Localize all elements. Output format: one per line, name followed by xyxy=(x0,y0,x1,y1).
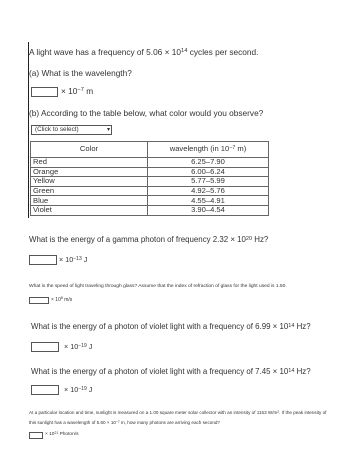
violet1-unit-prefix: × 10 xyxy=(64,342,79,351)
gamma-unit-exponent: −13 xyxy=(73,255,82,262)
wavelength-unit xyxy=(61,86,93,96)
table-header-row xyxy=(31,142,269,158)
wavelength-cell: 5.77–5.99 xyxy=(148,177,269,187)
sunlight-question-part2: . If the peak intensity of this sunlight has a wavelength of 5.60 × 10 xyxy=(29,410,327,425)
violet2-question-exponent: 14 xyxy=(288,367,295,374)
photon-rate-unit xyxy=(45,432,79,437)
violet1-unit-exponent: −19 xyxy=(78,342,87,349)
intro-text xyxy=(29,47,258,57)
violet1-question-exponent: 14 xyxy=(288,322,295,329)
wavelength-cell: 6.25–7.90 xyxy=(148,158,269,168)
intro-exponent: 14 xyxy=(180,48,188,55)
color-cell: Red xyxy=(31,158,148,168)
table-row xyxy=(31,167,269,177)
color-cell: Violet xyxy=(31,205,148,215)
wavelength-cell: 4.55–4.91 xyxy=(148,196,269,206)
chevron-down-icon: ▾ xyxy=(106,127,110,133)
gamma-question xyxy=(29,235,268,244)
photon-rate-input[interactable] xyxy=(29,432,43,439)
glass-question: What is the speed of light traveling through glass? Assume that the index of refraction of glass for the light used is 1.50. xyxy=(29,284,287,289)
wavelength-cell: 3.90–4.54 xyxy=(148,205,269,215)
wavelength-column-header xyxy=(148,142,269,158)
violet1-question-main: What is the energy of a photon of violet light with a frequency of 6.99 × 10 xyxy=(31,322,289,331)
intro-text-suffix: cycles per second. xyxy=(187,47,259,57)
color-column-header: Color xyxy=(31,142,148,158)
violet-energy-unit-1 xyxy=(64,342,92,351)
color-cell: Orange xyxy=(31,167,148,177)
violet2-unit-suffix: J xyxy=(86,385,93,394)
table-row xyxy=(31,205,269,215)
violet-energy-input-2[interactable] xyxy=(31,385,59,395)
gamma-unit-prefix: × 10 xyxy=(59,255,74,264)
color-cell: Blue xyxy=(31,196,148,206)
glass-unit-exponent: 8 xyxy=(60,296,63,301)
gamma-energy-unit xyxy=(59,255,87,264)
wavelength-unit-prefix: × 10 xyxy=(61,86,78,96)
photon-unit-prefix: × 10 xyxy=(45,432,55,437)
part-a-label: (a) What is the wavelength? xyxy=(29,68,132,78)
wavelength-cell: 6.00–6.24 xyxy=(148,167,269,177)
gamma-unit-suffix: J xyxy=(81,255,88,264)
sunlight-question-exponent2: −7 xyxy=(115,419,120,424)
wavelength-header-suffix: m) xyxy=(235,143,247,153)
sunlight-question-part3: m, how many photons are arriving each second? xyxy=(119,420,220,425)
violet1-question-suffix: Hz? xyxy=(294,322,311,331)
sunlight-question-part1: At a particular location and time, sunlight is measured on a 1.00 square meter solar collector with an intensity of 1153 W/m xyxy=(29,410,278,415)
glass-speed-input[interactable] xyxy=(29,297,49,304)
wavelength-header-exponent: −7 xyxy=(229,144,236,151)
wavelength-unit-exponent: −7 xyxy=(77,87,84,94)
wavelength-header-prefix: wavelength (in 10 xyxy=(169,143,230,153)
violet2-unit-prefix: × 10 xyxy=(64,385,79,394)
gamma-question-suffix: Hz? xyxy=(252,235,269,244)
violet1-unit-suffix: J xyxy=(86,342,93,351)
violet-photon-question-1 xyxy=(31,322,311,331)
violet-photon-question-2 xyxy=(31,367,311,376)
glass-speed-unit xyxy=(51,297,72,303)
violet2-question-main: What is the energy of a photon of violet light with a frequency of 7.45 × 10 xyxy=(31,367,289,376)
wavelength-input[interactable] xyxy=(31,87,58,97)
gamma-question-main: What is the energy of a gamma photon of frequency 2.32 × 10 xyxy=(29,235,246,244)
gamma-question-exponent: 20 xyxy=(245,235,253,242)
table-row xyxy=(31,158,269,168)
sunlight-question xyxy=(29,408,329,428)
violet2-unit-exponent: −19 xyxy=(78,385,87,392)
table-row xyxy=(31,186,269,196)
glass-unit-prefix: × 10 xyxy=(51,297,61,303)
color-cell: Yellow xyxy=(31,177,148,187)
color-wavelength-table xyxy=(30,141,269,216)
color-select-value: (Click to select) xyxy=(35,126,79,133)
wavelength-cell: 4.92–5.76 xyxy=(148,186,269,196)
part-b-label: (b) According to the table below, what color would you observe? xyxy=(29,108,264,118)
violet-energy-unit-2 xyxy=(64,385,92,394)
glass-unit-suffix: m/s xyxy=(62,297,73,303)
color-select[interactable] xyxy=(31,125,112,135)
table-row xyxy=(31,177,269,187)
photon-unit-suffix: Photon/s xyxy=(58,432,79,437)
violet-energy-input-1[interactable] xyxy=(31,342,59,352)
photon-unit-exponent: 21 xyxy=(54,430,59,435)
violet2-question-suffix: Hz? xyxy=(294,367,311,376)
sunlight-question-exponent1: 2 xyxy=(277,409,280,414)
table-row xyxy=(31,196,269,206)
wavelength-unit-suffix: m xyxy=(84,86,94,96)
gamma-energy-input[interactable] xyxy=(29,255,57,265)
intro-text-main: A light wave has a frequency of 5.06 × 10 xyxy=(29,47,181,57)
color-cell: Green xyxy=(31,186,148,196)
